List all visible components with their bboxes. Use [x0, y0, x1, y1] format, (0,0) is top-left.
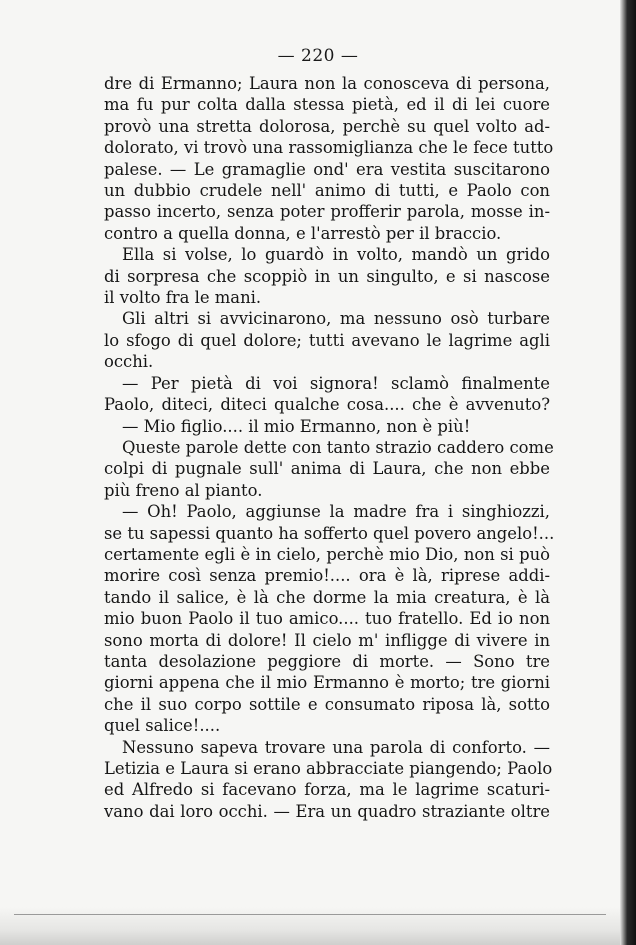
text-line: un dubbio crudele nell' animo di tutti, e Paolo con: [104, 181, 550, 201]
text-line: Queste parole dette con tanto strazio caddero come: [122, 437, 554, 457]
text-line: Gli altri si avvicinarono, ma nessuno osò turbare: [122, 309, 550, 329]
text-line: dre di Ermanno; Laura non la conosceva di persona,: [104, 74, 550, 93]
text-line: colpi di pugnale sull' anima di Laura, che non ebbe: [104, 459, 550, 479]
text-line: se tu sapessi quanto ha sofferto quel povero angelo!...: [104, 523, 555, 543]
text-line: ed Alfredo si facevano forza, ma le lagrime scaturi-: [104, 780, 550, 800]
text-line: che il suo corpo sottile e consumato riposa là, sotto: [104, 694, 550, 714]
page-bottom-shadow: [0, 907, 636, 945]
text-line: mio buon Paolo il tuo amico.... tuo fratello. Ed io non: [104, 609, 550, 629]
text-line: dolorato, vi trovò una rassomiglianza che le fece tutto: [104, 138, 554, 158]
text-line: Nessuno sapeva trovare una parola di conforto. —: [122, 737, 550, 757]
text-line: ma fu pur colta dalla stessa pietà, ed il di lei cuore: [104, 95, 550, 115]
text-line: — Mio figlio.... il mio Ermanno, non è più!: [122, 416, 471, 436]
text-line: palese. — Le gramaglie ond' era vestita suscitarono: [104, 159, 550, 179]
text-line: — Per pietà di voi signora! sclamò finalmente: [122, 373, 550, 393]
text-line: contro a quella donna, e l'arrestò per il braccio.: [104, 223, 502, 243]
text-line: sono morta di dolore! Il cielo m' infligge di vivere in: [104, 630, 550, 650]
text-line: giorni appena che il mio Ermanno è morto; tre giorni: [104, 673, 550, 693]
page-number: — 220 —: [277, 46, 359, 66]
text-line: tando il salice, è là che dorme la mia creatura, è là: [104, 587, 550, 607]
text-line: lo sfogo di quel dolore; tutti avevano le lagrime agli: [104, 330, 550, 350]
text-line: occhi.: [104, 352, 154, 372]
text-line: Paolo, diteci, diteci qualche cosa.... che è avvenuto?: [104, 395, 550, 415]
text-line: di sorpresa che scoppiò in un singulto, e si nascose: [104, 266, 550, 286]
body-text: [104, 73, 555, 822]
text-line: più freno al pianto.: [104, 480, 263, 500]
page-binding-edge: [620, 0, 636, 945]
page-bottom-edge: [14, 914, 606, 915]
text-line: — Oh! Paolo, aggiunse la madre fra i singhiozzi,: [122, 502, 550, 522]
text-line: il volto fra le mani.: [104, 288, 262, 308]
text-line: vano dai loro occhi. — Era un quadro straziante oltre: [104, 801, 550, 821]
text-line: Ella si volse, lo guardò in volto, mandò un grido: [122, 245, 550, 265]
text-line: tanta desolazione peggiore di morte. — Sono tre: [104, 651, 550, 671]
text-line: Letizia e Laura si erano abbracciate piangendo; Paolo: [104, 759, 553, 778]
text-line: provò una stretta dolorosa, perchè su quel volto ad-: [104, 116, 550, 136]
text-line: passo incerto, senza poter profferir parola, mosse in-: [104, 202, 550, 222]
text-line: certamente egli è in cielo, perchè mio Dio, non si può: [104, 544, 550, 564]
text-line: quel salice!....: [104, 716, 221, 736]
text-line: morire così senza premio!.... ora è là, riprese addi-: [104, 566, 550, 586]
